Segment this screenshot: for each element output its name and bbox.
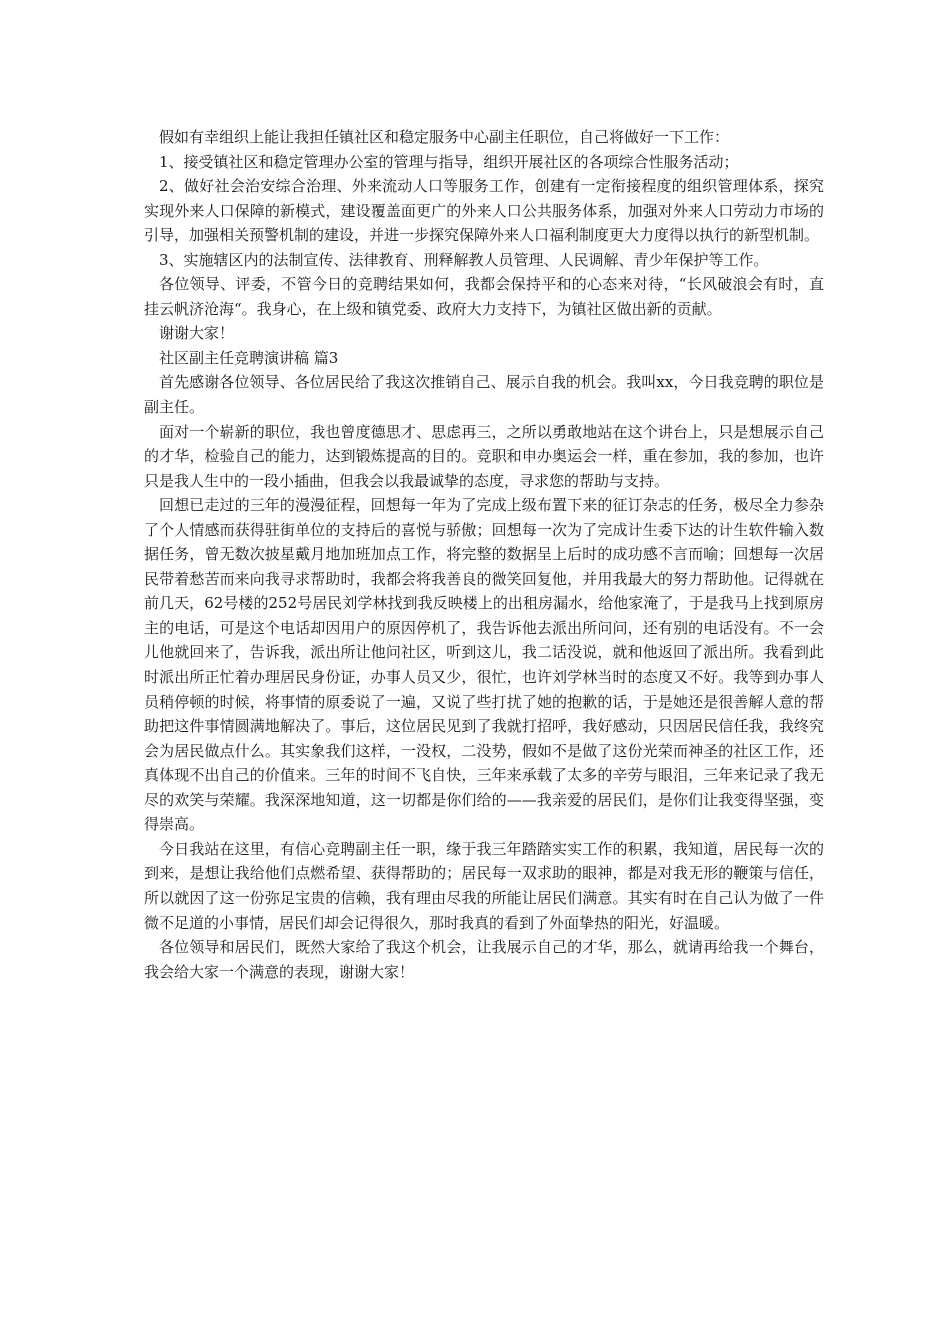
paragraph-thanks: 谢谢大家！ [159,324,235,343]
section-heading: 社区副主任竞聘演讲稿 篇3 [159,348,339,367]
paragraph-item-3: 3、实施辖区内的法制宣传、法律教育、刑释解教人员管理、人民调解、青少年保护等工作。 [159,250,769,269]
paragraph-confidence: 今日我站在这里，有信心竞聘副主任一职，缘于我三年踏踏实实工作的积累，我知道，居民每一次的到来，是想让我给他们点燃希望、获得帮助的；居民每一双求助的眼神，都是对我无形的鞭策与信任，所以就因了这一份弥足宝贵的信赖，我有理由尽我的所能让居民们满意。其实有时在自己认为做了一件微不足道的小事情，居民们却会记得很久，那时我真的看到了外面挚热的阳光，好温暖。 [144,839,824,932]
paragraph-item-1: 1、接受镇社区和稳定管理办公室的管理与指导，组织开展社区的各项综合性服务活动； [159,152,739,171]
paragraph-item-2: 2、做好社会治安综合治理、外来流动人口等服务工作，创建有一定衔接程度的组织管理体系，探究实现外来人口保障的新模式，建设覆盖面更广的外来人口公共服务体系，加强对外来人口劳动力市场的引导，加强相关预警机制的建设，并进一步探究保障外来人口福利制度更大力度得以执行的新型机制。 [144,177,824,245]
paragraph-final: 各位领导和居民们，既然大家给了我这个机会，让我展示自己的才华，那么，就请再给我一个舞台，我会给大家一个满意的表现，谢谢大家！ [144,938,824,981]
document-body [144,125,824,984]
paragraph-intro: 假如有幸组织上能让我担任镇社区和稳定服务中心副主任职位，自己将做好一下工作： [159,128,730,146]
paragraph-closing: 各位领导、评委，不管今日的竞聘结果如何，我都会保持平和的心态来对待，“长风破浪会有时，直挂云帆济沧海“。我身心，在上级和镇党委、政府大力支持下，为镇社区做出新的贡献。 [144,275,824,318]
paragraph-opening: 首先感谢各位领导、各位居民给了我这次推销自己、展示自我的机会。我叫xx，今日我竞聘的职位是副主任。 [144,373,824,417]
paragraph-experience: 回想已走过的三年的漫漫征程，回想每一年为了完成上级布置下来的征订杂志的任务，极尽全力参杂了个人情感而获得驻街单位的支持后的喜悦与骄傲；回想每一次为了完成计生委下达的计生软件输入数据任务，曾无数次披星戴月地加班加点工作，将完整的数据呈上后时的成功感不言而喻；回想每一次居民带着愁苦而来向我寻求帮助时，我都会将我善良的微笑回复他，并用我最大的努力帮助他。记得就在前几天，62号楼的252号居民刘学林找到我反映楼上的出租房漏水，给他家淹了，于是我马上找到原房主的电话，可是这个电话却因用户的原因停机了，我告诉他去派出所问问，还有别的电话没有。不一会儿他就回来了，告诉我，派出所让他问社区，听到这儿，我二话没说，就和他返回了派出所。我看到此时派出所正忙着办理居民身份证，办事人员又少，很忙，也许刘学林当时的态度又不好。我等到办事人员稍停顿的时候，将事情的原委说了一遍，又说了些打扰了她的抱歉的话，于是她还是很善解人意的帮助把这件事情圆满地解决了。事后，这位居民见到了我就打招呼，我好感动，只因居民信任我，我终究会为居民做点什么。其实象我们这样，一没权，二没势，假如不是做了这份光荣而神圣的社区工作，还真体现不出自己的价值来。三年的时间不飞自快，三年来承载了太多的辛劳与眼泪，三年来记录了我无尽的欢笑与荣耀。我深深地知道，这一切都是你们给的——我亲爱的居民们，是你们让我变得坚强，变得崇高。 [144,496,824,834]
paragraph-motivation: 面对一个崭新的职位，我也曾度德思才、思虑再三，之所以勇敢地站在这个讲台上，只是想展示自己的才华，检验自己的能力，达到锻炼提高的目的。竞职和申办奥运会一样，重在参加，我的参加，也许只是我人生中的一段小插曲，但我会以我最诚挚的态度，寻求您的帮助与支持。 [144,422,824,490]
